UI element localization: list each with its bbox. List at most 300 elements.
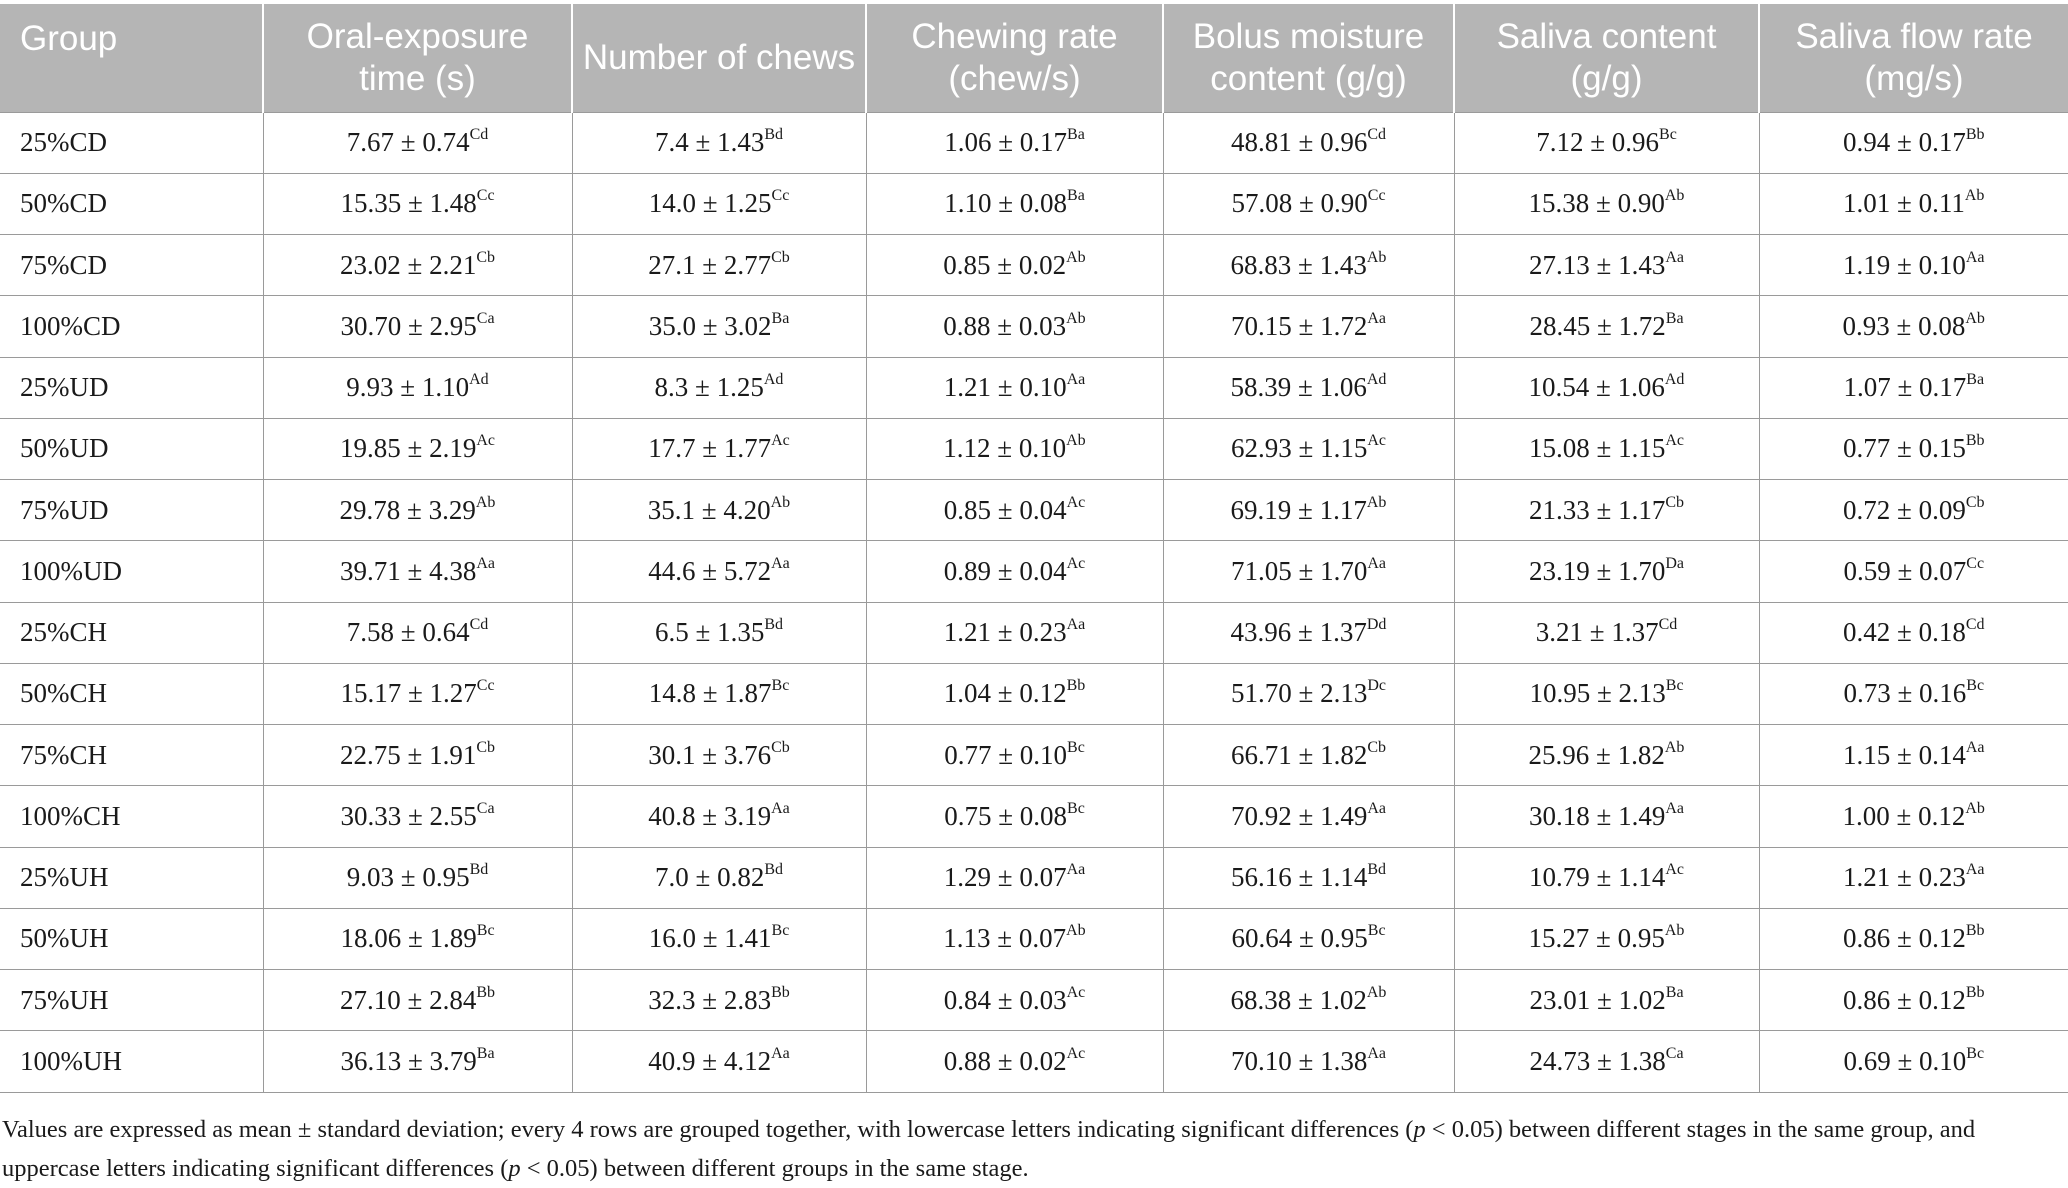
cell-value: 1.29 ± 0.07 <box>943 862 1067 893</box>
cell-value: 10.95 ± 2.13 <box>1529 678 1666 709</box>
cell-value: 6.5 ± 1.35 <box>655 617 765 648</box>
cell-value: 1.15 ± 0.14 <box>1843 739 1966 770</box>
cell-value: 29.78 ± 3.29 <box>339 494 476 525</box>
cell-value: 0.89 ± 0.04 <box>943 555 1067 586</box>
cell-bolus-moisture-content <box>1163 602 1454 663</box>
cell-oral-exposure-time <box>263 786 572 847</box>
significance-letters: Cb <box>771 738 790 756</box>
significance-letters: Bc <box>1067 738 1085 756</box>
cell-chewing-rate <box>866 235 1163 296</box>
significance-letters: Ad <box>1664 371 1685 389</box>
cell-saliva-content <box>1454 541 1759 602</box>
cell-value: 70.15 ± 1.72 <box>1231 310 1368 341</box>
significance-letters: Ab <box>1964 187 1985 205</box>
header-saliva-content: Saliva content (g/g) <box>1454 4 1759 112</box>
cell-value: 15.17 ± 1.27 <box>340 678 477 709</box>
significance-letters: Bb <box>1965 432 1985 450</box>
cell-group: 100%UH <box>0 1031 263 1092</box>
cell-value: 0.73 ± 0.16 <box>1843 678 1967 709</box>
significance-letters: Cc <box>771 187 790 205</box>
cell-bolus-moisture-content <box>1163 970 1454 1031</box>
significance-letters: Ad <box>469 371 489 389</box>
significance-letters: Cb <box>1965 493 1985 511</box>
significance-letters: Cc <box>476 187 495 205</box>
cell-number-of-chews <box>572 357 866 418</box>
cell-value: 28.45 ± 1.72 <box>1529 310 1666 341</box>
significance-letters: Ab <box>475 493 496 511</box>
significance-letters: Bc <box>1966 1044 1985 1062</box>
cell-oral-exposure-time <box>263 418 572 479</box>
cell-saliva-flow-rate <box>1759 418 2068 479</box>
significance-letters: Aa <box>771 1044 790 1062</box>
significance-letters: Ab <box>1066 309 1086 327</box>
significance-letters: Bc <box>1367 922 1386 940</box>
cell-saliva-content <box>1454 235 1759 296</box>
cell-group: 25%UH <box>0 847 263 908</box>
cell-number-of-chews <box>572 602 866 663</box>
cell-oral-exposure-time <box>263 602 572 663</box>
cell-number-of-chews <box>572 786 866 847</box>
significance-letters: Aa <box>1367 554 1386 572</box>
significance-letters: Aa <box>1665 799 1684 817</box>
cell-value: 1.12 ± 0.10 <box>943 433 1067 464</box>
table-row <box>0 725 2068 786</box>
cell-value: 0.84 ± 0.03 <box>943 984 1067 1015</box>
table-row <box>0 480 2068 541</box>
significance-letters: Bc <box>1067 799 1085 817</box>
cell-value: 9.03 ± 0.95 <box>346 862 470 893</box>
cell-value: 1.10 ± 0.08 <box>944 188 1068 219</box>
cell-value: 0.85 ± 0.02 <box>943 249 1067 280</box>
cell-bolus-moisture-content <box>1163 357 1454 418</box>
cell-chewing-rate <box>866 970 1163 1031</box>
cell-group: 75%UH <box>0 970 263 1031</box>
table-row <box>0 357 2068 418</box>
cell-saliva-flow-rate <box>1759 112 2068 173</box>
significance-letters: Bb <box>1965 922 1985 940</box>
cell-oral-exposure-time <box>263 235 572 296</box>
cell-chewing-rate <box>866 541 1163 602</box>
table-row <box>0 908 2068 969</box>
cell-value: 1.06 ± 0.17 <box>944 127 1068 158</box>
cell-value: 44.6 ± 5.72 <box>648 555 772 586</box>
significance-letters: Dc <box>1367 677 1386 695</box>
table-row <box>0 786 2068 847</box>
significance-letters: Ba <box>476 1044 495 1062</box>
significance-letters: Bc <box>1659 126 1677 144</box>
cell-saliva-flow-rate <box>1759 908 2068 969</box>
cell-oral-exposure-time <box>263 1031 572 1092</box>
significance-letters: Ab <box>1366 493 1387 511</box>
cell-value: 1.01 ± 0.11 <box>1843 188 1965 219</box>
significance-letters: Ca <box>476 799 495 817</box>
significance-letters: Cc <box>1367 187 1386 205</box>
cell-number-of-chews <box>572 480 866 541</box>
significance-letters: Bd <box>764 861 783 879</box>
header-group: Group <box>0 4 263 112</box>
cell-chewing-rate <box>866 847 1163 908</box>
cell-value: 14.8 ± 1.87 <box>648 678 772 709</box>
significance-letters: Ac <box>1066 983 1086 1001</box>
cell-value: 51.70 ± 2.13 <box>1231 678 1368 709</box>
cell-number-of-chews <box>572 908 866 969</box>
cell-saliva-flow-rate <box>1759 541 2068 602</box>
cell-number-of-chews <box>572 296 866 357</box>
header-bolus-moisture-content: Bolus moisture content (g/g) <box>1163 4 1454 112</box>
cell-value: 30.1 ± 3.76 <box>648 739 772 770</box>
significance-letters: Ab <box>1664 187 1685 205</box>
cell-value: 7.58 ± 0.64 <box>346 617 470 648</box>
cell-chewing-rate <box>866 1031 1163 1092</box>
cell-value: 16.0 ± 1.41 <box>648 923 772 954</box>
cell-saliva-flow-rate <box>1759 663 2068 724</box>
cell-value: 8.3 ± 1.25 <box>654 372 764 403</box>
cell-value: 7.67 ± 0.74 <box>346 127 470 158</box>
cell-saliva-flow-rate <box>1759 725 2068 786</box>
cell-value: 1.13 ± 0.07 <box>943 923 1067 954</box>
significance-letters: Ac <box>1066 1044 1086 1062</box>
cell-value: 23.02 ± 2.21 <box>340 249 477 280</box>
cell-value: 15.27 ± 0.95 <box>1528 923 1665 954</box>
cell-value: 32.3 ± 2.83 <box>648 984 772 1015</box>
footnote-text-1: Values are expressed as mean ± standard deviation; every 4 rows are grouped together, with lowercase letters indicating significant differences ( <box>2 1116 1414 1143</box>
cell-saliva-content <box>1454 786 1759 847</box>
cell-value: 35.0 ± 3.02 <box>648 310 772 341</box>
significance-letters: Ab <box>1366 983 1387 1001</box>
cell-bolus-moisture-content <box>1163 908 1454 969</box>
cell-value: 15.35 ± 1.48 <box>340 188 477 219</box>
significance-letters: Ba <box>1067 126 1085 144</box>
cell-value: 1.19 ± 0.10 <box>1843 249 1966 280</box>
cell-value: 1.21 ± 0.23 <box>943 617 1067 648</box>
cell-group: 75%CD <box>0 235 263 296</box>
cell-group: 50%CD <box>0 173 263 234</box>
cell-saliva-content <box>1454 357 1759 418</box>
cell-bolus-moisture-content <box>1163 786 1454 847</box>
cell-oral-exposure-time <box>263 725 572 786</box>
cell-bolus-moisture-content <box>1163 296 1454 357</box>
cell-value: 66.71 ± 1.82 <box>1231 739 1368 770</box>
significance-letters: Ac <box>1665 432 1684 450</box>
significance-letters: Ad <box>1366 371 1387 389</box>
cell-value: 30.70 ± 2.95 <box>340 310 477 341</box>
cell-value: 70.10 ± 1.38 <box>1231 1045 1368 1076</box>
cell-saliva-content <box>1454 1031 1759 1092</box>
significance-letters: Ab <box>1366 248 1387 266</box>
footnote-text-3: < 0.05) between different groups in the same stage. <box>520 1155 1029 1182</box>
cell-value: 1.00 ± 0.12 <box>1842 800 1966 831</box>
cell-group: 75%CH <box>0 725 263 786</box>
significance-letters: Bb <box>1965 983 1985 1001</box>
cell-value: 60.64 ± 0.95 <box>1231 923 1368 954</box>
significance-letters: Cd <box>1367 126 1386 144</box>
cell-saliva-content <box>1454 602 1759 663</box>
significance-letters: Ba <box>1966 371 1985 389</box>
cell-value: 27.1 ± 2.77 <box>648 249 772 280</box>
cell-value: 30.18 ± 1.49 <box>1529 800 1666 831</box>
cell-saliva-content <box>1454 480 1759 541</box>
significance-letters: Bc <box>1665 677 1684 695</box>
cell-saliva-flow-rate <box>1759 480 2068 541</box>
cell-saliva-content <box>1454 847 1759 908</box>
cell-value: 58.39 ± 1.06 <box>1230 372 1367 403</box>
significance-letters: Cd <box>1965 616 1985 634</box>
cell-value: 15.38 ± 0.90 <box>1528 188 1665 219</box>
cell-value: 0.94 ± 0.17 <box>1843 127 1966 158</box>
cell-value: 48.81 ± 0.96 <box>1231 127 1368 158</box>
significance-letters: Aa <box>1367 1044 1386 1062</box>
cell-value: 57.08 ± 0.90 <box>1231 188 1368 219</box>
significance-letters: Aa <box>1965 738 1985 756</box>
significance-letters: Ac <box>1665 861 1684 879</box>
header-oral-exposure-time: Oral-exposure time (s) <box>263 4 572 112</box>
cell-group: 50%CH <box>0 663 263 724</box>
significance-letters: Cb <box>771 248 790 266</box>
cell-value: 40.9 ± 4.12 <box>648 1045 772 1076</box>
cell-value: 19.85 ± 2.19 <box>340 433 477 464</box>
cell-chewing-rate <box>866 908 1163 969</box>
cell-saliva-content <box>1454 725 1759 786</box>
significance-letters: Ad <box>763 371 784 389</box>
cell-value: 36.13 ± 3.79 <box>340 1045 477 1076</box>
table-row <box>0 970 2068 1031</box>
cell-group: 75%UD <box>0 480 263 541</box>
cell-value: 0.77 ± 0.10 <box>944 739 1068 770</box>
cell-value: 7.4 ± 1.43 <box>655 127 765 158</box>
header-chewing-rate: Chewing rate (chew/s) <box>866 4 1163 112</box>
table-row <box>0 112 2068 173</box>
significance-letters: Bb <box>1066 677 1086 695</box>
header-row <box>0 4 2068 112</box>
cell-value: 0.88 ± 0.02 <box>943 1045 1067 1076</box>
cell-value: 71.05 ± 1.70 <box>1231 555 1368 586</box>
significance-letters: Ba <box>1665 309 1684 327</box>
significance-letters: Ac <box>1367 432 1386 450</box>
significance-letters: Ab <box>770 493 791 511</box>
cell-chewing-rate <box>866 357 1163 418</box>
cell-value: 10.54 ± 1.06 <box>1528 372 1665 403</box>
significance-letters: Cd <box>469 126 489 144</box>
cell-group: 25%CH <box>0 602 263 663</box>
header-saliva-flow-rate: Saliva flow rate (mg/s) <box>1759 4 2068 112</box>
significance-letters: Ac <box>1066 554 1086 572</box>
significance-letters: Bb <box>771 983 790 1001</box>
significance-letters: Aa <box>1367 799 1386 817</box>
table-row <box>0 541 2068 602</box>
cell-value: 70.92 ± 1.49 <box>1231 800 1368 831</box>
cell-saliva-content <box>1454 418 1759 479</box>
cell-saliva-flow-rate <box>1759 296 2068 357</box>
cell-number-of-chews <box>572 725 866 786</box>
cell-number-of-chews <box>572 847 866 908</box>
significance-letters: Bc <box>1966 677 1985 695</box>
significance-letters: Aa <box>1066 371 1086 389</box>
significance-letters: Cc <box>1966 554 1985 572</box>
cell-value: 0.75 ± 0.08 <box>944 800 1068 831</box>
significance-letters: Ab <box>1066 432 1086 450</box>
cell-chewing-rate <box>866 173 1163 234</box>
cell-value: 56.16 ± 1.14 <box>1231 862 1368 893</box>
significance-letters: Ac <box>476 432 495 450</box>
cell-value: 10.79 ± 1.14 <box>1529 862 1666 893</box>
significance-letters: Aa <box>771 554 790 572</box>
significance-letters: Bc <box>771 922 790 940</box>
cell-value: 27.10 ± 2.84 <box>340 984 477 1015</box>
table-row <box>0 173 2068 234</box>
cell-value: 9.93 ± 1.10 <box>346 372 470 403</box>
cell-bolus-moisture-content <box>1163 235 1454 296</box>
cell-chewing-rate <box>866 663 1163 724</box>
cell-oral-exposure-time <box>263 480 572 541</box>
significance-letters: Aa <box>1367 309 1386 327</box>
cell-value: 7.0 ± 0.82 <box>655 862 765 893</box>
table-row <box>0 235 2068 296</box>
cell-value: 68.38 ± 1.02 <box>1230 984 1367 1015</box>
cell-value: 22.75 ± 1.91 <box>340 739 477 770</box>
cell-value: 1.21 ± 0.23 <box>1843 862 1966 893</box>
cell-value: 14.0 ± 1.25 <box>648 188 772 219</box>
cell-value: 0.85 ± 0.04 <box>943 494 1067 525</box>
significance-letters: Ba <box>1665 983 1684 1001</box>
cell-value: 0.59 ± 0.07 <box>1843 555 1967 586</box>
cell-saliva-flow-rate <box>1759 970 2068 1031</box>
cell-bolus-moisture-content <box>1163 663 1454 724</box>
cell-oral-exposure-time <box>263 541 572 602</box>
cell-number-of-chews <box>572 173 866 234</box>
cell-group: 25%CD <box>0 112 263 173</box>
cell-value: 7.12 ± 0.96 <box>1536 127 1660 158</box>
cell-value: 0.42 ± 0.18 <box>1843 617 1966 648</box>
significance-letters: Ab <box>1664 738 1685 756</box>
significance-letters: Bd <box>764 616 783 634</box>
cell-saliva-flow-rate <box>1759 786 2068 847</box>
significance-letters: Bd <box>469 861 489 879</box>
cell-bolus-moisture-content <box>1163 541 1454 602</box>
significance-letters: Ab <box>1066 248 1086 266</box>
cell-oral-exposure-time <box>263 908 572 969</box>
cell-group: 25%UD <box>0 357 263 418</box>
cell-chewing-rate <box>866 602 1163 663</box>
cell-group: 50%UH <box>0 908 263 969</box>
significance-letters: Ac <box>1066 493 1086 511</box>
cell-value: 24.73 ± 1.38 <box>1529 1045 1666 1076</box>
cell-saliva-content <box>1454 296 1759 357</box>
cell-value: 23.19 ± 1.70 <box>1529 555 1666 586</box>
significance-letters: Aa <box>1965 861 1985 879</box>
cell-value: 39.71 ± 4.38 <box>340 555 477 586</box>
significance-letters: Aa <box>1066 616 1086 634</box>
cell-group: 100%CD <box>0 296 263 357</box>
cell-oral-exposure-time <box>263 357 572 418</box>
cell-value: 25.96 ± 1.82 <box>1528 739 1665 770</box>
cell-bolus-moisture-content <box>1163 480 1454 541</box>
cell-oral-exposure-time <box>263 173 572 234</box>
significance-letters: Da <box>1665 554 1684 572</box>
significance-letters: Bb <box>476 983 495 1001</box>
cell-group: 100%UD <box>0 541 263 602</box>
footnote-p-symbol-2: p <box>508 1155 521 1182</box>
cell-value: 43.96 ± 1.37 <box>1230 617 1367 648</box>
cell-number-of-chews <box>572 418 866 479</box>
cell-value: 1.07 ± 0.17 <box>1843 372 1967 403</box>
cell-value: 30.33 ± 2.55 <box>340 800 477 831</box>
cell-value: 15.08 ± 1.15 <box>1529 433 1666 464</box>
significance-letters: Aa <box>1066 861 1086 879</box>
cell-saliva-content <box>1454 173 1759 234</box>
data-table-container <box>0 4 2068 1093</box>
significance-letters: Cb <box>1367 738 1386 756</box>
cell-value: 23.01 ± 1.02 <box>1529 984 1666 1015</box>
significance-letters: Ab <box>1965 799 1985 817</box>
cell-chewing-rate <box>866 112 1163 173</box>
cell-saliva-flow-rate <box>1759 1031 2068 1092</box>
significance-letters: Bc <box>476 922 495 940</box>
table-header <box>0 4 2068 112</box>
cell-bolus-moisture-content <box>1163 173 1454 234</box>
cell-value: 1.21 ± 0.10 <box>943 372 1067 403</box>
cell-saliva-content <box>1454 908 1759 969</box>
cell-value: 0.88 ± 0.03 <box>943 310 1067 341</box>
significance-letters: Ac <box>771 432 790 450</box>
cell-number-of-chews <box>572 541 866 602</box>
table-row <box>0 602 2068 663</box>
significance-letters: Ab <box>1664 922 1685 940</box>
cell-saliva-flow-rate <box>1759 602 2068 663</box>
cell-bolus-moisture-content <box>1163 112 1454 173</box>
significance-letters: Cb <box>476 248 495 266</box>
cell-number-of-chews <box>572 112 866 173</box>
significance-letters: Ca <box>476 309 495 327</box>
table-row <box>0 1031 2068 1092</box>
cell-saliva-content <box>1454 970 1759 1031</box>
significance-letters: Aa <box>1965 248 1985 266</box>
significance-letters: Aa <box>1665 248 1684 266</box>
cell-bolus-moisture-content <box>1163 725 1454 786</box>
cell-bolus-moisture-content <box>1163 418 1454 479</box>
table-row <box>0 847 2068 908</box>
cell-saliva-flow-rate <box>1759 357 2068 418</box>
cell-number-of-chews <box>572 235 866 296</box>
cell-chewing-rate <box>866 418 1163 479</box>
cell-value: 17.7 ± 1.77 <box>648 433 772 464</box>
cell-value: 21.33 ± 1.17 <box>1529 494 1666 525</box>
cell-value: 0.93 ± 0.08 <box>1842 310 1966 341</box>
cell-number-of-chews <box>572 663 866 724</box>
cell-oral-exposure-time <box>263 847 572 908</box>
cell-chewing-rate <box>866 786 1163 847</box>
cell-chewing-rate <box>866 725 1163 786</box>
cell-value: 0.77 ± 0.15 <box>1843 433 1966 464</box>
cell-oral-exposure-time <box>263 296 572 357</box>
cell-bolus-moisture-content <box>1163 847 1454 908</box>
significance-letters: Cd <box>1658 616 1678 634</box>
significance-letters: Bc <box>771 677 790 695</box>
cell-value: 35.1 ± 4.20 <box>647 494 771 525</box>
cell-value: 27.13 ± 1.43 <box>1529 249 1666 280</box>
significance-letters: Cc <box>476 677 495 695</box>
significance-letters: Bd <box>764 126 783 144</box>
significance-letters: Cb <box>476 738 495 756</box>
significance-letters: Ab <box>1965 309 1985 327</box>
cell-saliva-flow-rate <box>1759 235 2068 296</box>
cell-number-of-chews <box>572 970 866 1031</box>
cell-oral-exposure-time <box>263 663 572 724</box>
cell-saliva-content <box>1454 112 1759 173</box>
significance-letters: Cd <box>469 616 489 634</box>
significance-letters: Aa <box>476 554 495 572</box>
cell-value: 40.8 ± 3.19 <box>648 800 772 831</box>
cell-oral-exposure-time <box>263 970 572 1031</box>
